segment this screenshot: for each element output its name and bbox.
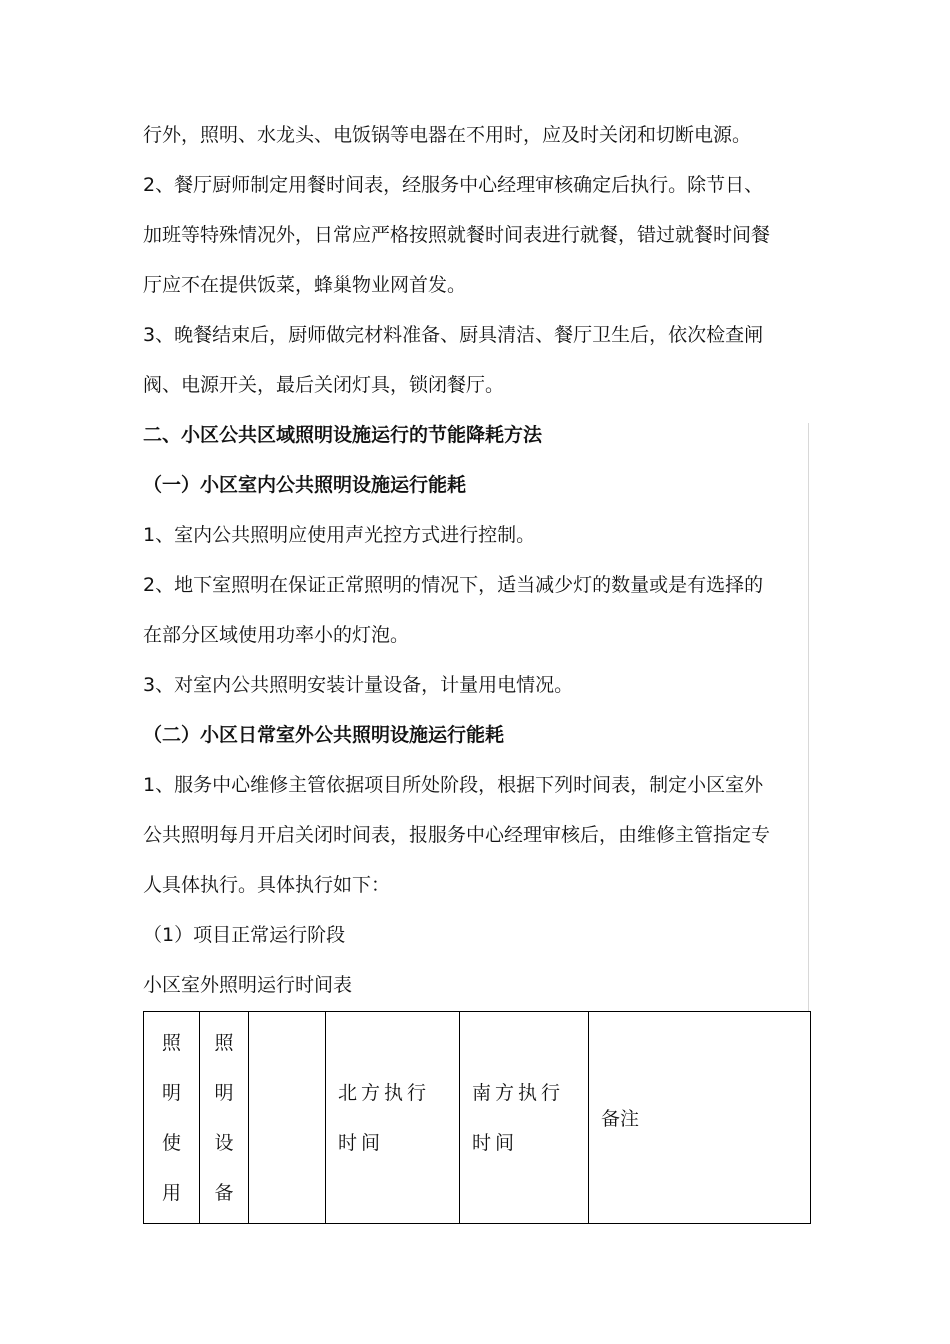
lighting-schedule-table xyxy=(143,1011,811,1224)
line-1: 2、餐厅厨师制定用餐时间表，经服务中心经理审核确定后执行。除节日、 xyxy=(143,174,764,196)
line-9: 2、地下室照明在保证正常照明的情况下，适当减少灯的数量或是有选择的 xyxy=(143,574,764,596)
line-4: 3、晚餐结束后，厨师做完材料准备、厨具清洁、餐厅卫生后，依次检查闸 xyxy=(143,324,764,346)
table-header-row xyxy=(144,1012,811,1224)
line-16: （1）项目正常运行阶段 xyxy=(143,924,346,946)
line-8: 1、室内公共照明应使用声光控方式进行控制。 xyxy=(143,524,536,546)
line-14: 公共照明每月开启关闭时间表，报服务中心经理审核后，由维修主管指定专 xyxy=(143,824,771,846)
header-south-time: 南方执行 时间 xyxy=(460,1012,589,1224)
header-empty-cell xyxy=(249,1012,326,1224)
table-caption: 小区室外照明运行时间表 xyxy=(143,974,353,996)
line-15: 人具体执行。具体执行如下： xyxy=(143,874,391,896)
header-lighting-equipment: 照 明 设 备 xyxy=(200,1012,249,1224)
header-remarks: 备注 xyxy=(589,1012,811,1224)
line-0: 行外，照明、水龙头、电饭锅等电器在不用时，应及时关闭和切断电源。 xyxy=(143,124,752,146)
margin-rule xyxy=(808,423,809,1011)
header-north-time: 北方执行 时间 xyxy=(326,1012,460,1224)
line-3: 厅应不在提供饭菜，蜂巢物业网首发。 xyxy=(143,274,467,296)
line-2: 加班等特殊情况外，日常应严格按照就餐时间表进行就餐，错过就餐时间餐 xyxy=(143,224,771,246)
line-13: 1、服务中心维修主管依据项目所处阶段，根据下列时间表，制定小区室外 xyxy=(143,774,764,796)
line-5: 阀、电源开关，最后关闭灯具，锁闭餐厅。 xyxy=(143,374,505,396)
line-10: 在部分区域使用功率小的灯泡。 xyxy=(143,624,410,646)
subsection-heading-2: （二）小区日常室外公共照明设施运行能耗 xyxy=(143,724,505,746)
header-lighting-use: 照 明 使 用 xyxy=(144,1012,200,1224)
section-heading: 二、小区公共区域照明设施运行的节能降耗方法 xyxy=(143,424,543,446)
subsection-heading-1: （一）小区室内公共照明设施运行能耗 xyxy=(143,474,467,496)
line-11: 3、对室内公共照明安装计量设备，计量用电情况。 xyxy=(143,674,574,696)
